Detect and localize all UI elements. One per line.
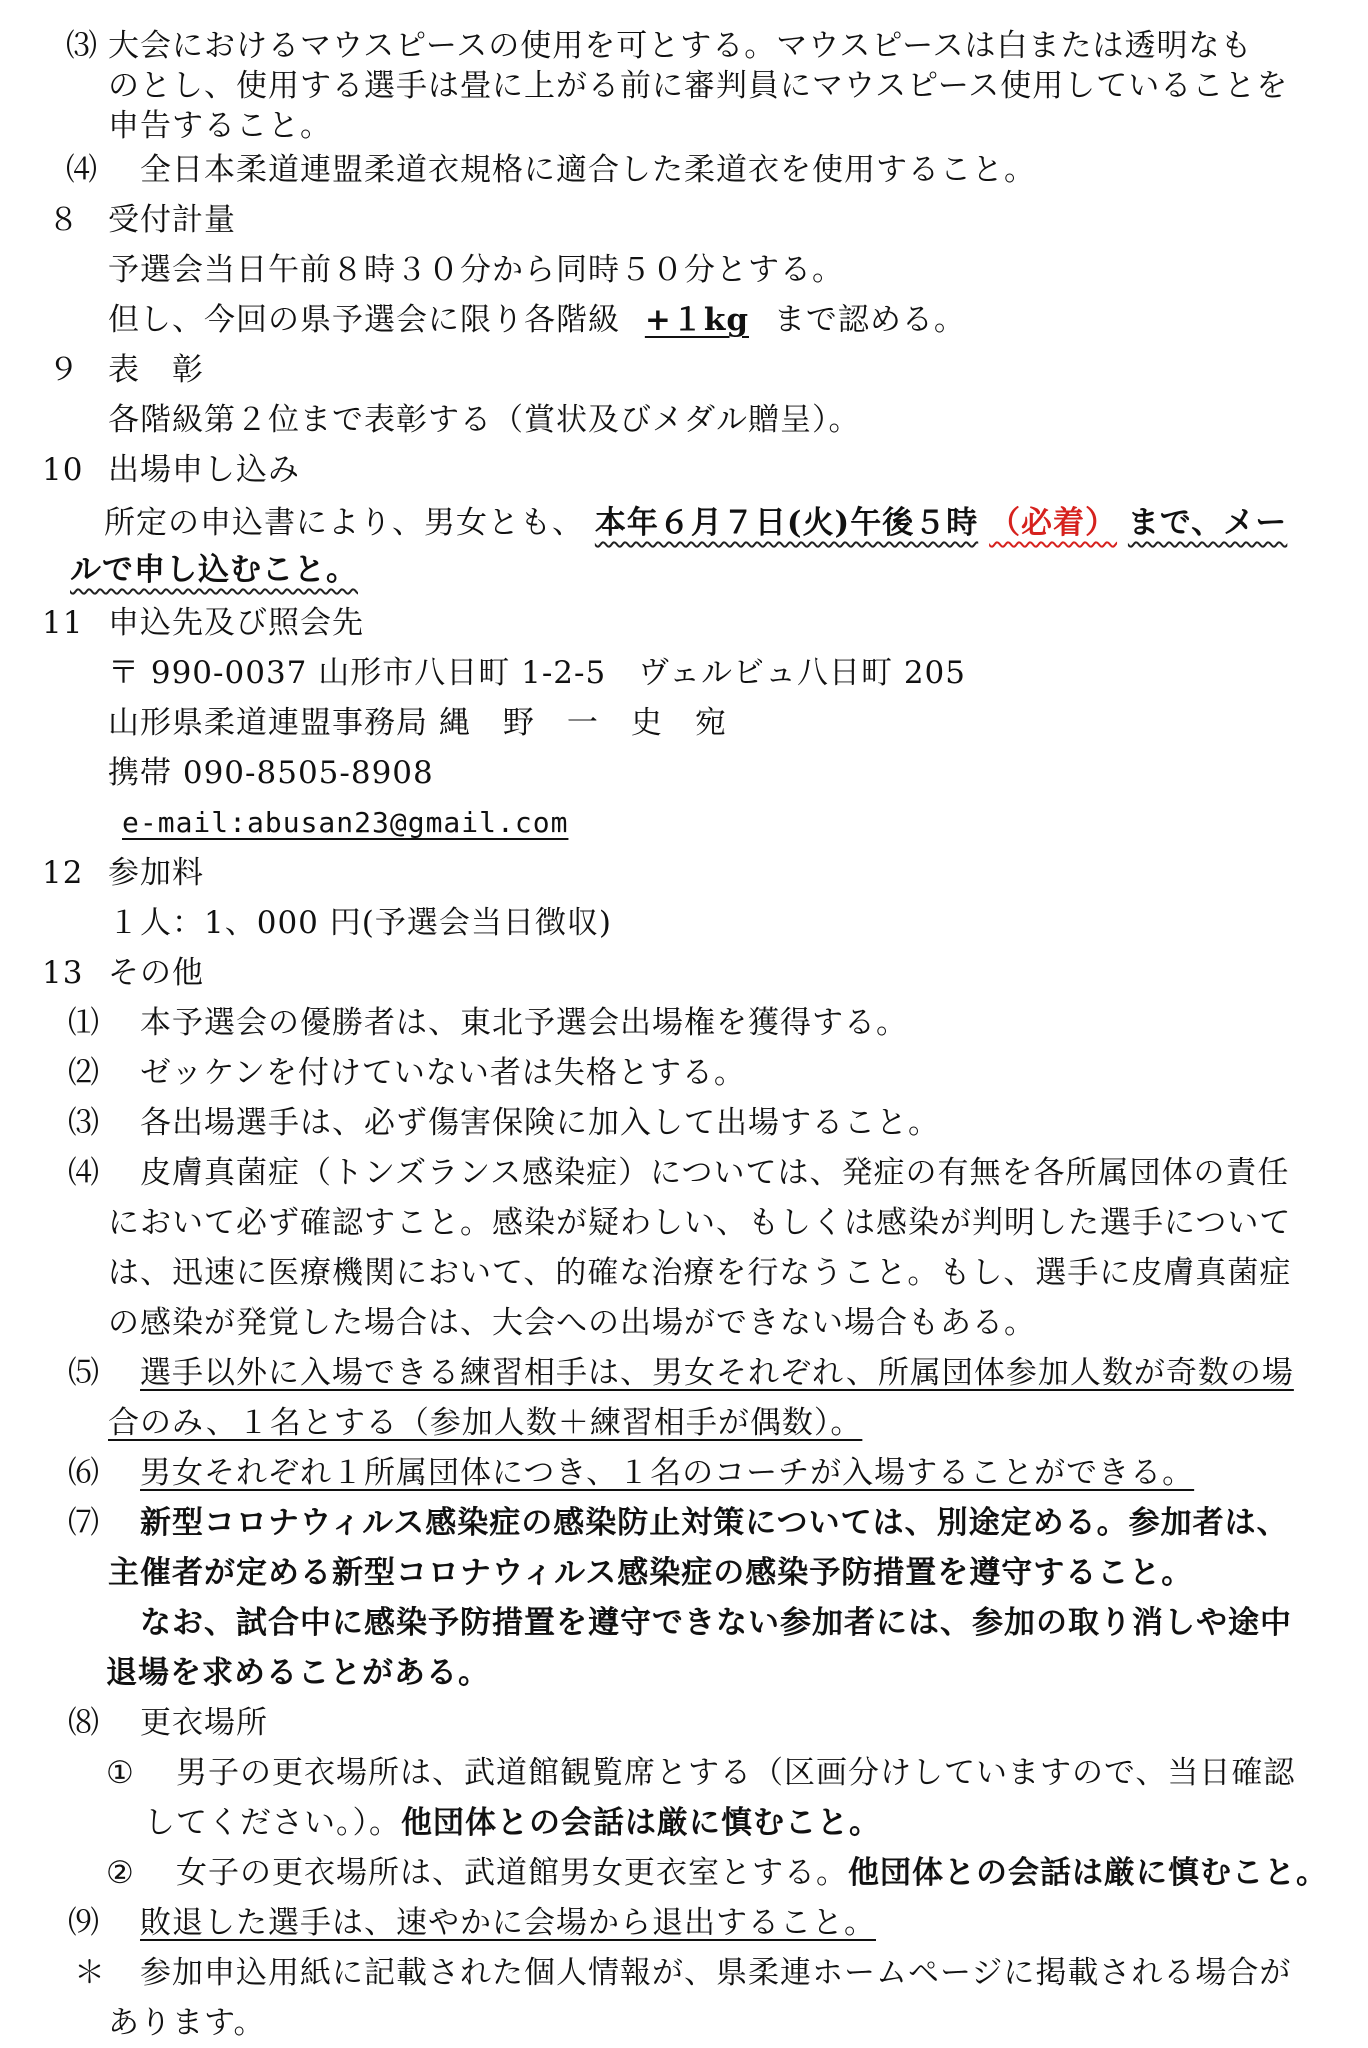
item-text: 男女それぞれ１所属団体につき、１名のコーチが入場することができる。: [140, 1455, 1195, 1491]
section-title: 表 彰: [108, 352, 204, 388]
section-number: ８: [48, 202, 80, 238]
item-marker: ⑷: [66, 152, 98, 188]
item-13-4-line4: の感染が発覚した場合は、大会への出場ができない場合もある。: [108, 1305, 1036, 1341]
item-marker: ⑷: [68, 1155, 100, 1191]
weight-allowance: +１kg: [644, 302, 749, 338]
item-13-4-line2: において必ず確認すこと。感染が疑わしい、もしくは感染が判明した選手について: [108, 1205, 1292, 1241]
item-13-8-a-line2: [144, 1803, 881, 1843]
section-9-line1: 各階級第２位まで表彰する（賞状及びメダル贈呈）。: [108, 402, 861, 438]
item-text: してください。）。: [144, 1805, 401, 1841]
section-title: 参加料: [108, 855, 204, 891]
contact-mobile: 携帯 090-8505-8908: [108, 755, 434, 791]
application-text: 所定の申込書により、男女とも、: [104, 505, 584, 541]
section-12-line1: １人：1、000 円(予選会当日徴収): [108, 905, 612, 941]
item-text: 男子の更衣場所は、武道館観覧席とする（区画分けしていますので、当日確認: [176, 1755, 1296, 1791]
contact-email[interactable]: e-mail:abusan23@gmail.com: [122, 806, 569, 839]
item-marker: ⑶: [66, 28, 98, 64]
item-text: 新型コロナウィルス感染症の感染防止対策については、別途定める。参加者は、: [140, 1505, 1289, 1541]
weigh-in-text-end: まで認める。: [773, 302, 966, 338]
item-text: 各出場選手は、必ず傷害保険に加入して出場すること。: [140, 1105, 940, 1141]
contact-address: 〒 990-0037 山形市八日町 1-2-5 ヴェルビュ八日町 205: [108, 655, 966, 691]
circled-one-marker: ①: [106, 1755, 135, 1791]
deadline-must-arrive: （必着）: [989, 505, 1118, 541]
item-marker: ⑸: [68, 1355, 100, 1391]
item-text: ゼッケンを付けていない者は失格とする。: [140, 1055, 746, 1091]
item-13-7-line2: 主催者が定める新型コロナウィルス感染症の感染予防措置を遵守すること。: [108, 1555, 1194, 1591]
item-marker: ⑵: [68, 1055, 100, 1091]
section-title: その他: [108, 955, 204, 991]
item-marker: ⑴: [68, 1005, 100, 1041]
item-text: 女子の更衣場所は、武道館男女更衣室とする。: [176, 1855, 848, 1891]
item-7-3-line2: のとし、使用する選手は畳に上がる前に審判員にマウスピース使用していることを: [108, 68, 1289, 104]
item-text-bold: 他団体との会話は厳に慎むこと。: [401, 1805, 881, 1841]
section-number: 13: [42, 955, 84, 991]
section-title: 出場申し込み: [108, 452, 300, 488]
item-13-7-line4: 退場を求めることがある。: [106, 1655, 490, 1691]
item-title: 更衣場所: [140, 1705, 268, 1741]
deadline-by-email: まで、メー: [1127, 505, 1288, 541]
item-text: 選手以外に入場できる練習相手は、男女それぞれ、所属団体参加人数が奇数の場: [140, 1355, 1294, 1391]
note-text: 参加申込用紙に記載された個人情報が、県柔連ホームページに掲載される場合が: [140, 1955, 1292, 1991]
note-line2: あります。: [108, 2005, 266, 2041]
section-8-line1: 予選会当日午前８時３０分から同時５０分とする。: [108, 252, 844, 288]
asterisk-marker: ＊: [74, 1955, 106, 1991]
item-marker: ⑺: [68, 1505, 100, 1541]
item-text: 本予選会の優勝者は、東北予選会出場権を獲得する。: [140, 1005, 908, 1041]
item-7-3-line3: 申告すること。: [108, 108, 332, 144]
circled-two-marker: ②: [106, 1855, 135, 1891]
weigh-in-text: 但し、今回の県予選会に限り各階級: [108, 302, 620, 338]
section-number: 12: [42, 855, 84, 891]
section-10-line1: [104, 503, 1287, 543]
contact-office: 山形県柔道連盟事務局 縄 野 一 史 宛: [108, 705, 727, 741]
item-text: 皮膚真菌症（トンズランス感染症）については、発症の有無を各所属団体の責任: [140, 1155, 1290, 1191]
section-number: 11: [42, 605, 84, 641]
item-13-4-line3: は、迅速に医療機関において、的確な治療を行なうこと。もし、選手に皮膚真菌症: [108, 1255, 1292, 1291]
item-13-7-line3: なお、試合中に感染予防措置を遵守できない参加者には、参加の取り消しや途中: [140, 1605, 1292, 1641]
item-marker: ⑻: [68, 1705, 100, 1741]
deadline-date: 本年６月７日(火)午後５時: [594, 505, 979, 541]
item-13-5-line2: 合のみ、１名とする（参加人数＋練習相手が偶数）。: [108, 1405, 863, 1441]
item-text-bold: 他団体との会話は厳に慎むこと。: [848, 1855, 1328, 1891]
item-text: 敗退した選手は、速やかに会場から退出すること。: [140, 1905, 876, 1941]
item-marker: ⑼: [68, 1905, 100, 1941]
item-marker: ⑶: [68, 1105, 100, 1141]
section-title: 申込先及び照会先: [108, 605, 364, 641]
item-text: 全日本柔道連盟柔道衣規格に適合した柔道衣を使用すること。: [140, 152, 1036, 188]
section-8-line2: [108, 300, 966, 340]
item-marker: ⑹: [68, 1455, 100, 1491]
section-title: 受付計量: [108, 202, 236, 238]
section-number: ９: [48, 352, 80, 388]
section-10-line2: ルで申し込むこと。: [70, 552, 358, 588]
section-number: 10: [42, 452, 84, 488]
item-text: 大会におけるマウスピースの使用を可とする。マウスピースは白または透明なも: [108, 28, 1253, 64]
